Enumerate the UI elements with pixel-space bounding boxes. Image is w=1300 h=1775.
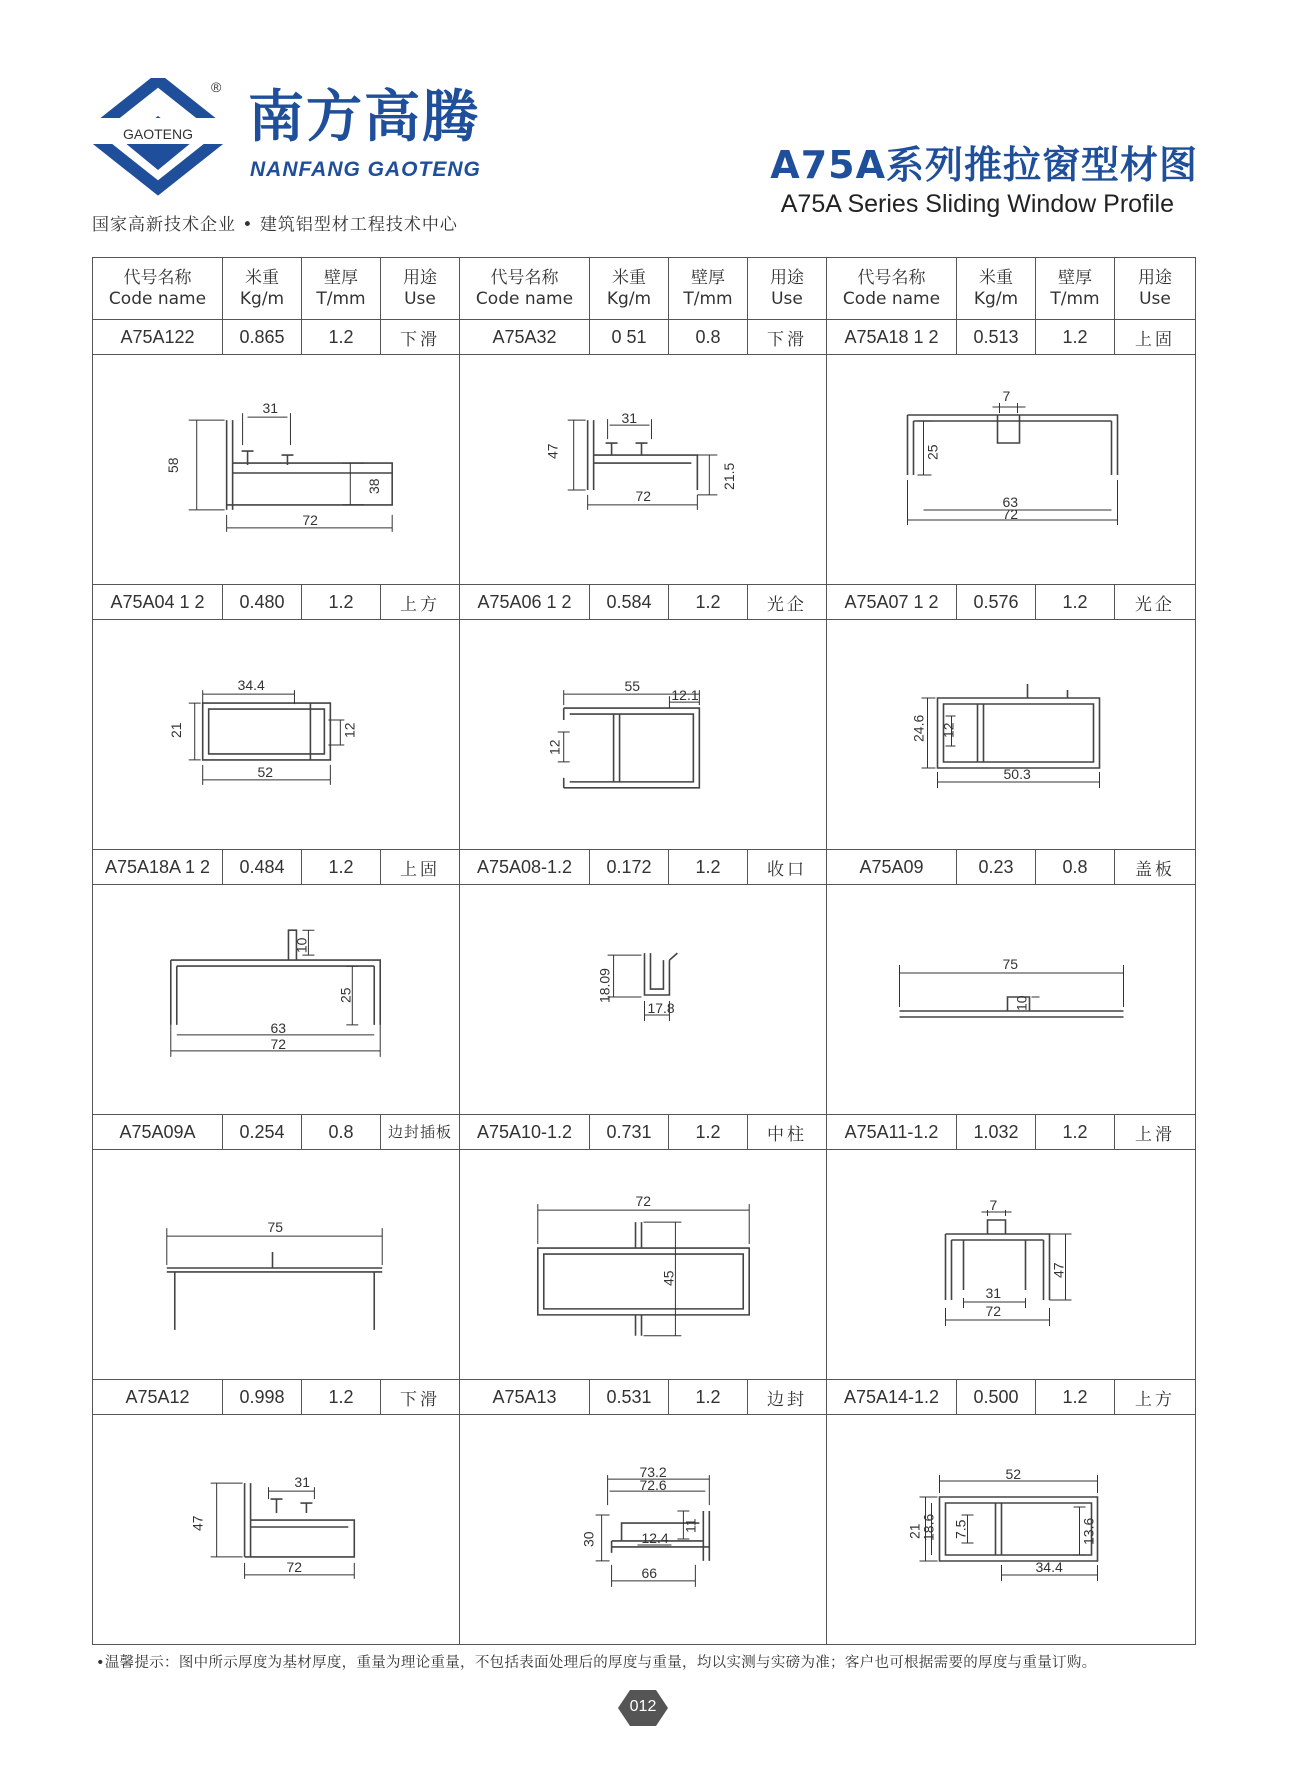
profile-drawing-A75A08-12 — [460, 885, 827, 1115]
code-cell: A75A122 — [93, 320, 223, 355]
weight-cell: 0.23 — [957, 850, 1036, 885]
thickness-cell: 1.2 — [1036, 1115, 1115, 1150]
profile-drawing-A75A18-12 — [827, 355, 1196, 585]
dim-label: 25 — [337, 987, 354, 1003]
dim-label: 18.09 — [596, 968, 613, 1003]
dim-label: 34.4 — [1035, 1559, 1063, 1575]
code-cell: A75A11-1.2 — [827, 1115, 957, 1150]
code-cell: A75A14-1.2 — [827, 1380, 957, 1415]
use-cell: 光企 — [748, 585, 827, 620]
dim-label: 17.8 — [647, 999, 675, 1016]
weight-cell: 0.531 — [590, 1380, 669, 1415]
drawing-row — [93, 885, 1196, 1115]
dim-label: 7 — [1002, 388, 1011, 404]
brand-name-chinese: 南方高腾 — [248, 85, 480, 150]
code-cell: A75A18 1 2 — [827, 320, 957, 355]
dim-label: 45 — [660, 1270, 677, 1286]
gaoteng-logo — [88, 78, 228, 198]
weight-cell: 0 51 — [590, 320, 669, 355]
page-title-chinese: A75A系列推拉窗型材图 — [770, 143, 1198, 187]
dim-label: 52 — [257, 763, 274, 780]
thickness-cell: 1.2 — [1036, 585, 1115, 620]
registered-mark: ® — [211, 79, 222, 95]
dim-label: 10 — [293, 937, 310, 954]
dim-label: 72.6 — [639, 1477, 667, 1494]
dim-label: 63 — [270, 1019, 287, 1036]
weight-cell: 0.584 — [590, 585, 669, 620]
profile-drawing-A75A10-12 — [460, 1150, 827, 1380]
code-cell: A75A18A 1 2 — [93, 850, 223, 885]
thickness-cell: 0.8 — [302, 1115, 381, 1150]
drawing-row — [93, 620, 1196, 850]
code-cell: A75A06 1 2 — [460, 585, 590, 620]
spec-row — [93, 320, 1196, 355]
dim-label: 12 — [341, 722, 358, 738]
brand-name-english: NANFANG GAOTENG — [250, 158, 481, 181]
dim-label: 38 — [366, 478, 383, 494]
profile-catalog-table — [92, 257, 1196, 1645]
code-cell: A75A09 — [827, 850, 957, 885]
thickness-cell: 1.2 — [302, 585, 381, 620]
dim-label: 13.6 — [1080, 1517, 1097, 1545]
use-cell: 边封插板 — [381, 1115, 460, 1150]
drawing-row — [93, 1415, 1196, 1645]
dim-label: 31 — [262, 400, 279, 417]
dim-label: 7 — [989, 1197, 998, 1213]
profile-drawing-A75A04-12 — [93, 620, 460, 850]
dim-label: 12 — [546, 739, 563, 755]
page-title-english: A75A Series Sliding Window Profile — [780, 190, 1174, 218]
thickness-cell: 1.2 — [669, 1115, 748, 1150]
dim-label: 12.1 — [671, 687, 699, 704]
column-header: 用途 Use — [381, 258, 460, 320]
dim-label: 73.2 — [639, 1464, 667, 1481]
dim-label: 25 — [924, 444, 941, 460]
spec-row — [93, 585, 1196, 620]
code-cell: A75A07 1 2 — [827, 585, 957, 620]
column-header: 代号名称 Code name — [460, 258, 590, 320]
use-cell: 边封 — [748, 1380, 827, 1415]
column-header: 壁厚 T/mm — [1036, 258, 1115, 320]
column-header: 壁厚 T/mm — [302, 258, 381, 320]
dim-label: 31 — [985, 1285, 1002, 1301]
thickness-cell: 1.2 — [669, 585, 748, 620]
profile-drawing-A75A18A-12 — [93, 885, 460, 1115]
column-header: 用途 Use — [748, 258, 827, 320]
column-header: 米重 Kg/m — [590, 258, 669, 320]
dim-label: 21.5 — [721, 462, 738, 490]
code-cell: A75A13 — [460, 1380, 590, 1415]
dim-label: 31 — [621, 410, 638, 427]
weight-cell: 0.480 — [223, 585, 302, 620]
dim-label: 47 — [544, 443, 561, 460]
dim-label: 55 — [624, 678, 641, 695]
profile-drawing-A75A06-12 — [460, 620, 827, 850]
profile-drawing-A75A122 — [93, 355, 460, 585]
code-cell: A75A12 — [93, 1380, 223, 1415]
profile-drawing-A75A09A — [93, 1150, 460, 1380]
dim-label: 66 — [641, 1564, 658, 1581]
dim-label: 72 — [270, 1035, 287, 1052]
dim-label: 10 — [1013, 995, 1030, 1011]
dim-label: 75 — [267, 1219, 284, 1236]
thickness-cell: 1.2 — [302, 320, 381, 355]
code-cell: A75A10-1.2 — [460, 1115, 590, 1150]
use-cell: 盖板 — [1115, 850, 1196, 885]
profile-drawing-A75A13 — [460, 1415, 827, 1645]
code-cell: A75A08-1.2 — [460, 850, 590, 885]
spec-row — [93, 1380, 1196, 1415]
drawing-row — [93, 355, 1196, 585]
thickness-cell: 1.2 — [302, 850, 381, 885]
spec-row — [93, 1115, 1196, 1150]
weight-cell: 0.865 — [223, 320, 302, 355]
use-cell: 上方 — [381, 585, 460, 620]
dim-label: 72 — [286, 1558, 303, 1575]
dim-label: 12 — [940, 722, 957, 738]
profile-drawing-A75A09 — [827, 885, 1196, 1115]
dim-label: 72 — [1002, 506, 1019, 522]
column-header: 壁厚 T/mm — [669, 258, 748, 320]
table-header-row — [93, 258, 1196, 320]
spec-row — [93, 850, 1196, 885]
thickness-cell: 1.2 — [1036, 1380, 1115, 1415]
dim-label: 50.3 — [1003, 766, 1031, 782]
thickness-cell: 0.8 — [669, 320, 748, 355]
footnote: •温馨提示：图中所示厚度为基材厚度，重量为理论重量，不包括表面处理后的厚度与重量，均以实测与实磅为准；客户也可根据需要的厚度与重量订购。 — [96, 1655, 1097, 1671]
thickness-cell: 1.2 — [669, 850, 748, 885]
code-cell: A75A09A — [93, 1115, 223, 1150]
use-cell: 上固 — [381, 850, 460, 885]
column-header: 用途 Use — [1115, 258, 1196, 320]
weight-cell: 0.731 — [590, 1115, 669, 1150]
dim-label: 72 — [302, 511, 318, 528]
dim-label: 72 — [635, 1193, 652, 1210]
dim-label: 52 — [1005, 1466, 1022, 1482]
profile-drawing-A75A32 — [460, 355, 827, 585]
use-cell: 中柱 — [748, 1115, 827, 1150]
weight-cell: 1.032 — [957, 1115, 1036, 1150]
weight-cell: 0.254 — [223, 1115, 302, 1150]
dim-label: 47 — [189, 1515, 206, 1531]
dim-label: 21 — [906, 1523, 923, 1539]
column-header: 代号名称 Code name — [93, 258, 223, 320]
dim-label: 24.6 — [910, 714, 927, 742]
use-cell: 上方 — [1115, 1380, 1196, 1415]
dim-label: 63 — [1002, 494, 1019, 510]
code-cell: A75A32 — [460, 320, 590, 355]
use-cell: 上固 — [1115, 320, 1196, 355]
column-header: 米重 Kg/m — [223, 258, 302, 320]
use-cell: 上滑 — [1115, 1115, 1196, 1150]
column-header: 代号名称 Code name — [827, 258, 957, 320]
code-cell: A75A04 1 2 — [93, 585, 223, 620]
use-cell: 光企 — [1115, 585, 1196, 620]
dim-label: 31 — [294, 1474, 310, 1491]
thickness-cell: 0.8 — [1036, 850, 1115, 885]
weight-cell: 0.998 — [223, 1380, 302, 1415]
dim-label: 34.4 — [237, 677, 265, 694]
dim-label: 18.6 — [920, 1513, 937, 1541]
thickness-cell: 1.2 — [669, 1380, 748, 1415]
weight-cell: 0.484 — [223, 850, 302, 885]
profile-drawing-A75A12 — [93, 1415, 460, 1645]
dim-label: 58 — [164, 457, 181, 473]
dim-label: 7.5 — [952, 1519, 969, 1539]
profile-drawing-A75A11-12 — [827, 1150, 1196, 1380]
weight-cell: 0.172 — [590, 850, 669, 885]
profile-drawing-A75A07-12 — [827, 620, 1196, 850]
weight-cell: 0.513 — [957, 320, 1036, 355]
dim-label: 72 — [985, 1303, 1002, 1319]
use-cell: 收口 — [748, 850, 827, 885]
drawing-row — [93, 1150, 1196, 1380]
use-cell: 下滑 — [381, 1380, 460, 1415]
dim-label: 72 — [635, 487, 652, 504]
logo-text: GAOTENG — [122, 126, 194, 142]
dim-label: 12.4 — [641, 1529, 669, 1546]
column-header: 米重 Kg/m — [957, 258, 1036, 320]
dim-label: 30 — [580, 1531, 597, 1547]
dim-label: 11 — [682, 1518, 699, 1533]
dim-label: 21 — [167, 722, 184, 738]
use-cell: 下滑 — [748, 320, 827, 355]
dim-label: 47 — [1050, 1262, 1067, 1278]
company-slogan: 国家高新技术企业 • 建筑铝型材工程技术中心 — [92, 215, 458, 235]
dim-label: 75 — [1002, 956, 1019, 972]
profile-drawing-A75A14-12 — [827, 1415, 1196, 1645]
weight-cell: 0.576 — [957, 585, 1036, 620]
thickness-cell: 1.2 — [302, 1380, 381, 1415]
weight-cell: 0.500 — [957, 1380, 1036, 1415]
thickness-cell: 1.2 — [1036, 320, 1115, 355]
use-cell: 下滑 — [381, 320, 460, 355]
page-number: 012 — [629, 1698, 657, 1715]
